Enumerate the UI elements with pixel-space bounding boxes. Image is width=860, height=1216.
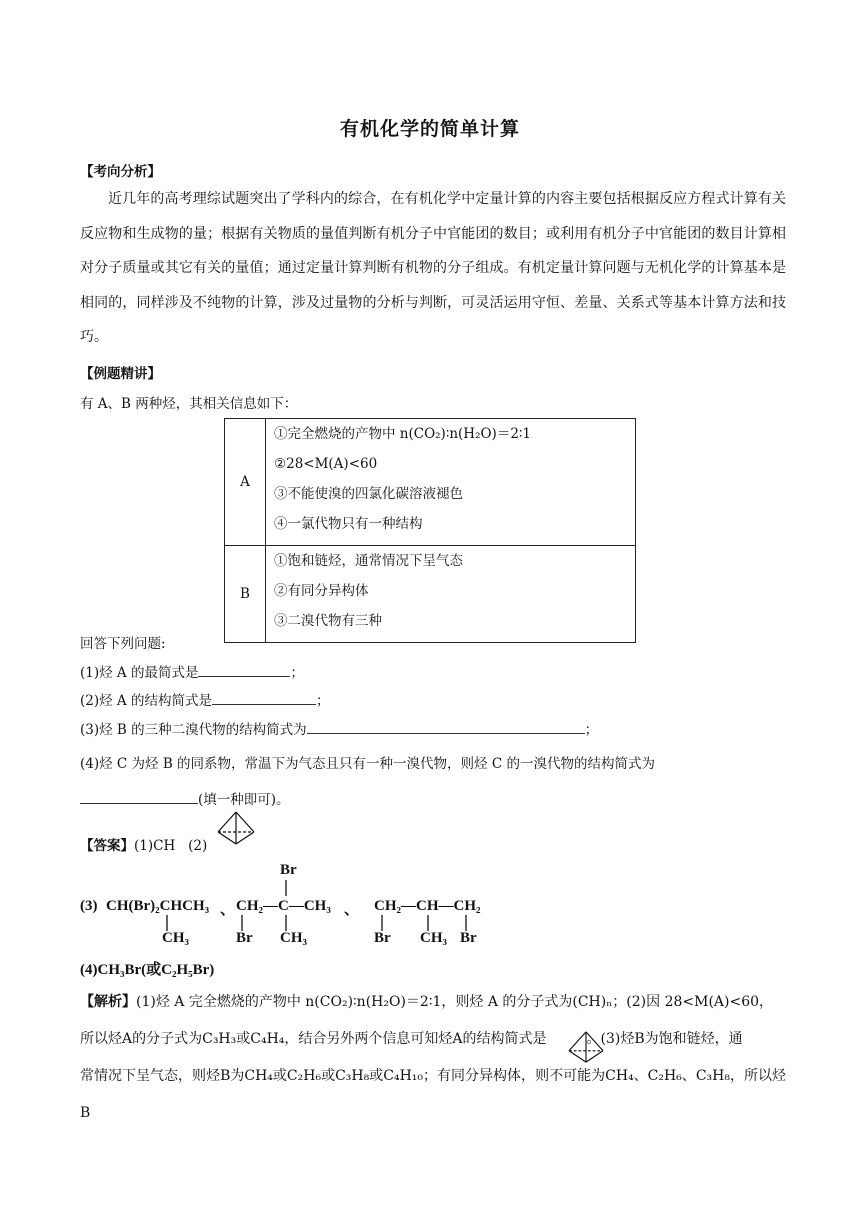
- condition-item: ②有同分异构体: [274, 583, 369, 599]
- answer-1: (1)CH: [134, 838, 176, 854]
- table-row: [225, 546, 636, 643]
- question-1-text: (1)烃 A 的最简式是: [80, 665, 199, 681]
- bond-line: [165, 915, 169, 931]
- answer-4: (4)CH₃Br(或C₂H₅Br): [80, 962, 215, 978]
- formula-2-sub-right: CH₃: [280, 930, 307, 946]
- bond-line: [380, 915, 384, 931]
- bond-line: [464, 915, 468, 931]
- answer-label: 【答案】: [80, 838, 134, 854]
- condition-item: ③不能使溴的四氯化碳溶液褪色: [274, 486, 463, 502]
- tetrahedrane-structure-icon: [566, 1030, 606, 1064]
- answer-2: (2): [188, 838, 208, 854]
- analysis-line-3: 常情况下呈气态，则烃B为CH₄或C₂H₆或C₃H₈或C₄H₁₀；有同分异构体，则不可能为CH₄、C₂H₆、C₃H₈，所以烃B: [80, 1068, 786, 1121]
- answer-blank: [80, 789, 198, 804]
- questions-intro: 回答下列问题:: [80, 636, 166, 652]
- condition-item: ①饱和链烃，通常情况下呈气态: [274, 553, 463, 569]
- formula-3-sub: Br: [374, 930, 391, 946]
- condition-item: ④一氯代物只有一种结构: [274, 516, 423, 532]
- formula-2-top: Br: [280, 862, 297, 878]
- example-intro: 有 A、B 两种烃，其相关信息如下：: [80, 396, 298, 412]
- bond-line: [240, 915, 244, 931]
- formula-3-main: CH₂—CH—CH₂: [374, 898, 481, 914]
- question-4: (4)烃 C 为烃 B 的同系物，常温下为气态且只有一种一溴代物，则烃 C 的一溴代物的结构简式为: [80, 756, 655, 772]
- condition-item: ①完全燃烧的产物中 n(CO₂)∶n(H₂O)＝2∶1: [274, 426, 532, 442]
- page-title: 有机化学的简单计算: [339, 118, 520, 140]
- formula-2-sub-left: Br: [236, 930, 253, 946]
- analysis-line-1: [80, 984, 786, 1021]
- separator: 、: [220, 902, 236, 918]
- bond-line: [284, 880, 288, 896]
- section-heading-analysis: 【考向分析】: [80, 164, 161, 180]
- question-1-end: ；: [290, 665, 304, 681]
- question-2-text: (2)烃 A 的结构简式是: [80, 693, 212, 709]
- question-4-tail-text: (填一种即可)。: [198, 792, 290, 808]
- row-body-a: [266, 419, 636, 546]
- answer-blank: [212, 690, 316, 705]
- section-heading-example: 【例题精讲】: [80, 366, 161, 382]
- question-2: [80, 689, 329, 709]
- analysis-line-1-text: (1)烃 A 完全燃烧的产物中 n(CO₂)∶n(H₂O)＝2∶1，则烃 A 的分子式为(CH)ₙ；(2)因 28<M(A)<60，: [136, 994, 774, 1010]
- formula-1-main: CH(Br)₂CHCH₃: [106, 898, 210, 914]
- condition-item: ②28<M(A)<60: [274, 456, 378, 472]
- analysis-line-2: [80, 1021, 786, 1058]
- condition-item: ③二溴代物有三种: [274, 613, 382, 629]
- question-2-end: ；: [315, 693, 330, 709]
- table-row: [225, 419, 636, 546]
- row-body-b: [266, 546, 636, 643]
- analysis-paragraph: 近几年的高考理综试题突出了学科内的综合，在有机化学中定量计算的内容主要包括根据反应方程式计算有关反应物和生成物的量；根据有关物质的量值判断有机分子中官能团的数目；或利用有机分子中官能团的数目计算相对分子质量或其它有关的量值；通过定量计算判断有机物的分子组成。有机定量计算问题与无机化学的计算基本是相同的，同样涉及不纯物的计算，涉及过量物的分析与判断，可灵活运用守恒、差量、关系式等基本计算方法和技巧。: [80, 191, 786, 345]
- bond-line: [426, 915, 430, 931]
- answer-blank: [307, 719, 585, 734]
- question-3-end: ；: [584, 722, 599, 738]
- formula-3-sub: CH₃: [420, 930, 447, 946]
- question-4-tail: [80, 788, 290, 808]
- separator: 、: [344, 902, 360, 918]
- question-3: [80, 718, 598, 738]
- question-3-text: (3)烃 B 的三种二溴代物的结构简式为: [80, 722, 307, 738]
- row-label-b: B: [225, 546, 266, 643]
- analysis-label: 【解析】: [80, 994, 136, 1010]
- row-label-a: A: [225, 419, 266, 546]
- bond-line: [284, 915, 288, 931]
- analysis-line-2-text: 所以烃A的分子式为C₃H₃或C₄H₄，结合另外两个信息可知烃A的结构简式是: [80, 1031, 547, 1047]
- answer-line-1: [80, 834, 207, 854]
- question-1: [80, 661, 304, 681]
- tetrahedrane-structure-icon: [215, 810, 257, 846]
- info-table: [224, 418, 636, 643]
- formula-2-main: CH₂—C—CH₃: [236, 898, 331, 914]
- answer-blank: [198, 662, 290, 677]
- formula-3-sub: Br: [460, 930, 477, 946]
- analysis-answer: [80, 984, 786, 1132]
- formula-1-sub: CH₃: [162, 930, 189, 946]
- answer-3-prefix: (3): [80, 898, 98, 914]
- analysis-line-2-end: 。(3)烃B为饱和链烃，通: [586, 1031, 743, 1047]
